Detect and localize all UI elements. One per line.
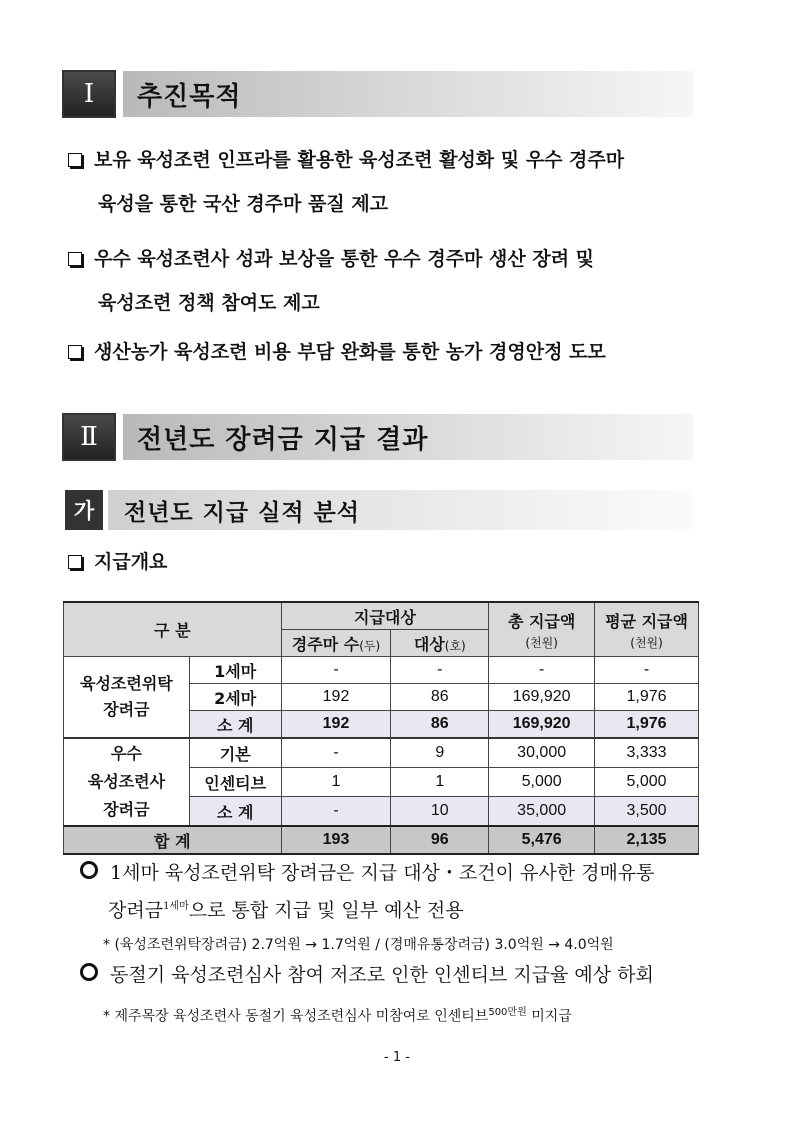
note-text: 장려금	[108, 899, 164, 922]
cell-horses: -	[281, 797, 391, 827]
cell-targets: 9	[391, 738, 489, 768]
cell-avg: 5,000	[595, 768, 699, 797]
cell-avg: 3,333	[595, 738, 699, 768]
cell-targets: 1	[391, 768, 489, 797]
cell-horses: 193	[281, 826, 391, 854]
circle-bullet-icon	[80, 963, 98, 981]
section-1-header	[62, 70, 693, 118]
checkbox-square-icon	[68, 555, 82, 569]
overview-label: 지급개요	[94, 551, 168, 573]
cell-horses: 1	[281, 768, 391, 797]
section-1-numeral: Ⅰ	[62, 70, 116, 118]
footnote-2	[103, 1003, 572, 1026]
cell-horses: 192	[281, 684, 391, 711]
cell-targets: 96	[391, 826, 489, 854]
note-sup: 500만원	[488, 1007, 527, 1018]
note-text: 1세마 육성조련위탁 장려금은 지급 대상・조건이 유사한 경매유통	[110, 862, 655, 884]
checkbox-square-icon	[68, 252, 82, 266]
footnote-1: * (육성조련위탁장려금) 2.7억원 → 1.7억원 / (경매유통장려금) 3.0억원 → 4.0억원	[103, 937, 614, 953]
group-label: 우수 육성조련사 장려금	[64, 738, 190, 826]
cell-total: 169,920	[489, 684, 595, 711]
header-total: 총 지급액 (천원)	[489, 602, 595, 657]
cell-avg: -	[595, 657, 699, 684]
page-number: - 1 -	[384, 1050, 410, 1065]
cell-targets: 86	[391, 684, 489, 711]
cell-total: 35,000	[489, 797, 595, 827]
note-text: 미지급	[526, 1008, 572, 1025]
note-text: * 제주목장 육성조련사 동절기 육성조련심사 미참여로 인센티브	[103, 1008, 489, 1025]
note-sup: 1세마	[163, 901, 189, 912]
note-circle-2	[80, 958, 705, 992]
circle-bullet-icon	[80, 861, 98, 879]
subsection-header	[65, 490, 693, 530]
header-average: 평균 지급액 (천원)	[595, 602, 699, 657]
row-name: 인센티브	[189, 768, 281, 797]
subsection-marker: 가	[65, 490, 103, 530]
bullet-text-cont: 육성조련 정책 참여도 제고	[98, 292, 320, 314]
note-circle-1	[80, 856, 705, 927]
note-text: 동절기 육성조련심사 참여 저조로 인한 인센티브 지급율 예상 하회	[110, 964, 654, 986]
cell-total: 30,000	[489, 738, 595, 768]
row-name: 소 계	[189, 797, 281, 827]
note-text: 으로 통합 지급 및 일부 예산 전용	[188, 899, 464, 922]
row-name: 소 계	[189, 711, 281, 739]
row-name: 합 계	[64, 826, 282, 854]
cell-targets: 86	[391, 711, 489, 739]
header-category: 구 분	[64, 602, 282, 657]
payment-results-table	[63, 601, 699, 855]
row-name: 1세마	[189, 657, 281, 684]
cell-total: 5,476	[489, 826, 595, 854]
cell-targets: 10	[391, 797, 489, 827]
table-row	[64, 738, 699, 768]
section-2-title: 전년도 장려금 지급 결과	[123, 414, 693, 460]
header-targets: 대상(호)	[391, 630, 489, 657]
cell-total: 5,000	[489, 768, 595, 797]
cell-targets: -	[391, 657, 489, 684]
checkbox-square-icon	[68, 153, 82, 167]
cell-total: 169,920	[489, 711, 595, 739]
cell-avg: 1,976	[595, 711, 699, 739]
header-horses: 경주마 수(두)	[281, 630, 391, 657]
bullet-text: 보유 육성조련 인프라를 활용한 육성조련 활성화 및 우수 경주마	[94, 149, 625, 171]
purpose-bullet-1	[68, 138, 708, 226]
cell-horses: -	[281, 738, 391, 768]
group-label: 육성조련위탁 장려금	[64, 657, 190, 739]
bullet-text-cont: 육성을 통한 국산 경주마 품질 제고	[98, 193, 389, 215]
purpose-bullet-2	[68, 237, 708, 325]
bullet-text: 우수 육성조련사 성과 보상을 통한 우수 경주마 생산 장려 및	[94, 248, 595, 270]
total-row	[64, 826, 699, 854]
table-row	[64, 657, 699, 684]
section-2-header	[62, 413, 693, 461]
overview-heading	[68, 547, 167, 574]
cell-total: -	[489, 657, 595, 684]
cell-horses: 192	[281, 711, 391, 739]
header-target: 지급대상	[281, 602, 489, 630]
cell-avg: 1,976	[595, 684, 699, 711]
section-1-title: 추진목적	[123, 71, 693, 117]
row-name: 2세마	[189, 684, 281, 711]
bullet-text: 생산농가 육성조련 비용 부담 완화를 통한 농가 경영안정 도모	[94, 341, 606, 363]
subsection-title: 전년도 지급 실적 분석	[108, 490, 693, 530]
cell-avg: 3,500	[595, 797, 699, 827]
purpose-bullet-3	[68, 330, 708, 374]
checkbox-square-icon	[68, 345, 82, 359]
cell-horses: -	[281, 657, 391, 684]
cell-avg: 2,135	[595, 826, 699, 854]
section-2-numeral: Ⅱ	[62, 413, 116, 461]
row-name: 기본	[189, 738, 281, 768]
